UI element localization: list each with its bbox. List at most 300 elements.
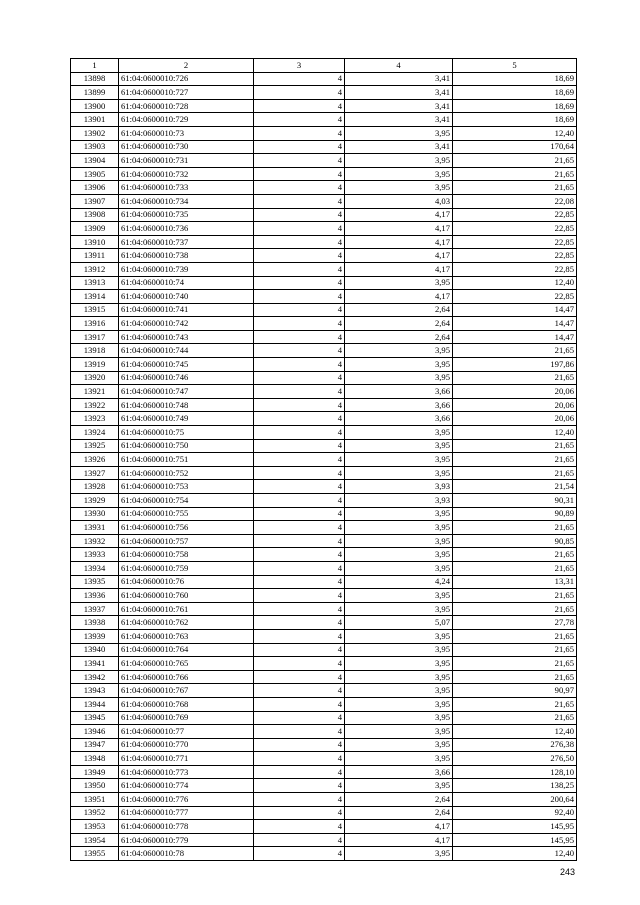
table-row [71, 480, 577, 494]
table-cell-col-3: 4 [254, 684, 345, 698]
table-cell-col-5: 145,95 [453, 820, 577, 834]
table-cell-col-4: 3,66 [345, 385, 453, 399]
table-cell-col-4: 2,64 [345, 303, 453, 317]
table-cell-col-1: 13901 [71, 113, 119, 127]
table-cell-col-3: 4 [254, 616, 345, 630]
table-cell-col-4: 3,95 [345, 344, 453, 358]
table-cell-col-4: 3,95 [345, 439, 453, 453]
table-row [71, 466, 577, 480]
table-cell-col-2: 61:04:0600010:728 [119, 99, 254, 113]
table-row [71, 561, 577, 575]
table-cell-col-2: 61:04:0600010:778 [119, 820, 254, 834]
table-cell-col-1: 13900 [71, 99, 119, 113]
table-cell-col-4: 3,95 [345, 358, 453, 372]
table-cell-col-4: 3,41 [345, 86, 453, 100]
table-cell-col-5: 21,65 [453, 629, 577, 643]
table-row [71, 276, 577, 290]
table-cell-col-5: 22,85 [453, 222, 577, 236]
table-cell-col-5: 21,65 [453, 167, 577, 181]
table-cell-col-1: 13927 [71, 466, 119, 480]
table-cell-col-2: 61:04:0600010:747 [119, 385, 254, 399]
table-cell-col-2: 61:04:0600010:757 [119, 534, 254, 548]
table-cell-col-1: 13954 [71, 833, 119, 847]
table-cell-col-2: 61:04:0600010:756 [119, 521, 254, 535]
table-cell-col-4: 4,17 [345, 249, 453, 263]
table-cell-col-4: 3,95 [345, 453, 453, 467]
table-cell-col-4: 3,95 [345, 154, 453, 168]
table-cell-col-5: 18,69 [453, 99, 577, 113]
table-cell-col-5: 197,86 [453, 358, 577, 372]
table-cell-col-1: 13909 [71, 222, 119, 236]
table-cell-col-4: 2,64 [345, 806, 453, 820]
table-cell-col-1: 13931 [71, 521, 119, 535]
table-cell-col-4: 3,41 [345, 140, 453, 154]
table-cell-col-4: 4,17 [345, 290, 453, 304]
table-row [71, 575, 577, 589]
table-cell-col-4: 3,41 [345, 99, 453, 113]
table-cell-col-1: 13908 [71, 208, 119, 222]
table-cell-col-2: 61:04:0600010:75 [119, 426, 254, 440]
table-cell-col-4: 3,95 [345, 126, 453, 140]
table-cell-col-5: 22,08 [453, 194, 577, 208]
table-cell-col-3: 4 [254, 358, 345, 372]
table-row [71, 99, 577, 113]
table-cell-col-5: 21,65 [453, 344, 577, 358]
table-cell-col-1: 13902 [71, 126, 119, 140]
table-cell-col-2: 61:04:0600010:762 [119, 616, 254, 630]
table-row [71, 765, 577, 779]
table-cell-col-1: 13933 [71, 548, 119, 562]
column-header-3: 3 [254, 59, 345, 73]
table-cell-col-1: 13950 [71, 779, 119, 793]
table-cell-col-5: 12,40 [453, 126, 577, 140]
table-row [71, 548, 577, 562]
table-cell-col-4: 3,95 [345, 167, 453, 181]
page-number: 243 [560, 867, 576, 877]
table-row [71, 439, 577, 453]
table-cell-col-4: 3,95 [345, 779, 453, 793]
table-cell-col-3: 4 [254, 290, 345, 304]
table-cell-col-2: 61:04:0600010:770 [119, 738, 254, 752]
table-cell-col-2: 61:04:0600010:74 [119, 276, 254, 290]
table-row [71, 194, 577, 208]
table-cell-col-3: 4 [254, 561, 345, 575]
column-header-5: 5 [453, 59, 577, 73]
table-row [71, 371, 577, 385]
table-cell-col-2: 61:04:0600010:753 [119, 480, 254, 494]
table-cell-col-1: 13919 [71, 358, 119, 372]
table-cell-col-1: 13939 [71, 629, 119, 643]
table-row [71, 833, 577, 847]
table-row [71, 793, 577, 807]
table-cell-col-2: 61:04:0600010:730 [119, 140, 254, 154]
table-cell-col-2: 61:04:0600010:750 [119, 439, 254, 453]
table-cell-col-2: 61:04:0600010:73 [119, 126, 254, 140]
table-cell-col-2: 61:04:0600010:729 [119, 113, 254, 127]
table-cell-col-5: 200,64 [453, 793, 577, 807]
table-cell-col-4: 3,95 [345, 276, 453, 290]
table-cell-col-1: 13949 [71, 765, 119, 779]
table-cell-col-5: 21,65 [453, 453, 577, 467]
table-cell-col-3: 4 [254, 793, 345, 807]
table-cell-col-1: 13942 [71, 670, 119, 684]
table-cell-col-5: 21,65 [453, 643, 577, 657]
table-cell-col-2: 61:04:0600010:739 [119, 262, 254, 276]
table-cell-col-5: 12,40 [453, 426, 577, 440]
table-row [71, 86, 577, 100]
table-cell-col-5: 18,69 [453, 86, 577, 100]
table-cell-col-5: 12,40 [453, 725, 577, 739]
table-cell-col-1: 13930 [71, 507, 119, 521]
table-cell-col-3: 4 [254, 670, 345, 684]
table-cell-col-4: 3,41 [345, 113, 453, 127]
table-cell-col-4: 3,66 [345, 398, 453, 412]
table-cell-col-3: 4 [254, 426, 345, 440]
table-cell-col-4: 2,64 [345, 317, 453, 331]
table-cell-col-4: 3,95 [345, 534, 453, 548]
table-row [71, 507, 577, 521]
table-cell-col-4: 4,17 [345, 235, 453, 249]
table-cell-col-5: 21,65 [453, 602, 577, 616]
table-cell-col-1: 13937 [71, 602, 119, 616]
table-row [71, 426, 577, 440]
table-cell-col-5: 22,85 [453, 290, 577, 304]
table-cell-col-3: 4 [254, 466, 345, 480]
data-table [70, 58, 577, 861]
table-row [71, 670, 577, 684]
table-cell-col-3: 4 [254, 344, 345, 358]
table-cell-col-3: 4 [254, 480, 345, 494]
table-cell-col-1: 13932 [71, 534, 119, 548]
table-row [71, 385, 577, 399]
table-row [71, 711, 577, 725]
table-cell-col-5: 12,40 [453, 276, 577, 290]
table-cell-col-2: 61:04:0600010:761 [119, 602, 254, 616]
table-cell-col-3: 4 [254, 276, 345, 290]
table-cell-col-2: 61:04:0600010:732 [119, 167, 254, 181]
table-cell-col-3: 4 [254, 385, 345, 399]
table-cell-col-2: 61:04:0600010:763 [119, 629, 254, 643]
table-cell-col-5: 14,47 [453, 317, 577, 331]
table-cell-col-1: 13936 [71, 589, 119, 603]
table-cell-col-2: 61:04:0600010:742 [119, 317, 254, 331]
table-row [71, 181, 577, 195]
table-cell-col-5: 90,31 [453, 494, 577, 508]
table-cell-col-3: 4 [254, 126, 345, 140]
table-cell-col-1: 13948 [71, 752, 119, 766]
table-cell-col-1: 13928 [71, 480, 119, 494]
table-cell-col-3: 4 [254, 249, 345, 263]
table-cell-col-3: 4 [254, 752, 345, 766]
table-cell-col-2: 61:04:0600010:78 [119, 847, 254, 861]
table-cell-col-4: 3,95 [345, 725, 453, 739]
table-cell-col-1: 13905 [71, 167, 119, 181]
table-row [71, 806, 577, 820]
table-cell-col-2: 61:04:0600010:764 [119, 643, 254, 657]
table-cell-col-5: 92,40 [453, 806, 577, 820]
table-cell-col-5: 21,65 [453, 589, 577, 603]
table-cell-col-5: 21,65 [453, 181, 577, 195]
table-cell-col-4: 4,17 [345, 820, 453, 834]
table-cell-col-5: 22,85 [453, 208, 577, 222]
table-row [71, 398, 577, 412]
table-cell-col-2: 61:04:0600010:731 [119, 154, 254, 168]
table-cell-col-1: 13912 [71, 262, 119, 276]
table-cell-col-4: 3,95 [345, 629, 453, 643]
table-cell-col-4: 3,95 [345, 561, 453, 575]
table-cell-col-1: 13935 [71, 575, 119, 589]
table-row [71, 779, 577, 793]
table-cell-col-4: 3,95 [345, 589, 453, 603]
table-cell-col-1: 13921 [71, 385, 119, 399]
table-cell-col-3: 4 [254, 602, 345, 616]
table-cell-col-5: 138,25 [453, 779, 577, 793]
table-cell-col-2: 61:04:0600010:755 [119, 507, 254, 521]
table-cell-col-1: 13944 [71, 697, 119, 711]
table-cell-col-3: 4 [254, 806, 345, 820]
table-cell-col-5: 22,85 [453, 262, 577, 276]
table-cell-col-4: 3,95 [345, 521, 453, 535]
table-row [71, 140, 577, 154]
table-row [71, 725, 577, 739]
table-row [71, 344, 577, 358]
table-cell-col-1: 13952 [71, 806, 119, 820]
table-cell-col-4: 4,24 [345, 575, 453, 589]
table-cell-col-2: 61:04:0600010:771 [119, 752, 254, 766]
table-row [71, 222, 577, 236]
table-cell-col-4: 4,17 [345, 222, 453, 236]
table-cell-col-3: 4 [254, 657, 345, 671]
table-cell-col-1: 13903 [71, 140, 119, 154]
table-cell-col-1: 13922 [71, 398, 119, 412]
table-cell-col-3: 4 [254, 194, 345, 208]
table-row [71, 262, 577, 276]
table-cell-col-3: 4 [254, 548, 345, 562]
table-row [71, 697, 577, 711]
table-cell-col-3: 4 [254, 534, 345, 548]
table-cell-col-4: 3,93 [345, 480, 453, 494]
table-cell-col-2: 61:04:0600010:727 [119, 86, 254, 100]
table-cell-col-3: 4 [254, 208, 345, 222]
table-cell-col-1: 13911 [71, 249, 119, 263]
table-cell-col-2: 61:04:0600010:760 [119, 589, 254, 603]
table-row [71, 113, 577, 127]
table-cell-col-3: 4 [254, 820, 345, 834]
table-cell-col-2: 61:04:0600010:740 [119, 290, 254, 304]
table-cell-col-1: 13943 [71, 684, 119, 698]
table-cell-col-3: 4 [254, 779, 345, 793]
table-cell-col-2: 61:04:0600010:744 [119, 344, 254, 358]
table-cell-col-2: 61:04:0600010:748 [119, 398, 254, 412]
table-cell-col-5: 22,85 [453, 235, 577, 249]
table-row [71, 330, 577, 344]
table-cell-col-3: 4 [254, 154, 345, 168]
table-cell-col-4: 2,64 [345, 330, 453, 344]
table-cell-col-5: 13,31 [453, 575, 577, 589]
table-cell-col-2: 61:04:0600010:759 [119, 561, 254, 575]
table-cell-col-4: 3,95 [345, 738, 453, 752]
table-cell-col-2: 61:04:0600010:773 [119, 765, 254, 779]
table-cell-col-4: 3,95 [345, 684, 453, 698]
table-cell-col-5: 18,69 [453, 113, 577, 127]
table-cell-col-1: 13924 [71, 426, 119, 440]
table-cell-col-2: 61:04:0600010:774 [119, 779, 254, 793]
table-cell-col-4: 3,95 [345, 426, 453, 440]
table-cell-col-2: 61:04:0600010:768 [119, 697, 254, 711]
table-cell-col-5: 21,65 [453, 521, 577, 535]
table-cell-col-5: 145,95 [453, 833, 577, 847]
column-header-4: 4 [345, 59, 453, 73]
table-cell-col-3: 4 [254, 494, 345, 508]
table-cell-col-4: 3,95 [345, 548, 453, 562]
table-row [71, 657, 577, 671]
table-row [71, 684, 577, 698]
table-cell-col-5: 20,06 [453, 412, 577, 426]
table-cell-col-1: 13899 [71, 86, 119, 100]
table-cell-col-2: 61:04:0600010:758 [119, 548, 254, 562]
table-cell-col-3: 4 [254, 317, 345, 331]
table-cell-col-1: 13898 [71, 72, 119, 86]
table-cell-col-2: 61:04:0600010:737 [119, 235, 254, 249]
table-cell-col-3: 4 [254, 235, 345, 249]
table-cell-col-3: 4 [254, 167, 345, 181]
table-cell-col-4: 3,95 [345, 181, 453, 195]
table-cell-col-3: 4 [254, 439, 345, 453]
column-header-1: 1 [71, 59, 119, 73]
table-cell-col-4: 3,95 [345, 371, 453, 385]
table-cell-col-5: 276,50 [453, 752, 577, 766]
table-cell-col-4: 3,66 [345, 765, 453, 779]
table-cell-col-4: 4,03 [345, 194, 453, 208]
table-cell-col-2: 61:04:0600010:735 [119, 208, 254, 222]
table-cell-col-3: 4 [254, 99, 345, 113]
table-cell-col-1: 13929 [71, 494, 119, 508]
table-cell-col-1: 13913 [71, 276, 119, 290]
table-cell-col-2: 61:04:0600010:769 [119, 711, 254, 725]
table-cell-col-1: 13941 [71, 657, 119, 671]
table-cell-col-1: 13910 [71, 235, 119, 249]
table-row [71, 126, 577, 140]
table-cell-col-2: 61:04:0600010:736 [119, 222, 254, 236]
table-cell-col-3: 4 [254, 643, 345, 657]
table-cell-col-2: 61:04:0600010:749 [119, 412, 254, 426]
table-cell-col-2: 61:04:0600010:738 [119, 249, 254, 263]
table-cell-col-5: 14,47 [453, 303, 577, 317]
table-cell-col-5: 21,54 [453, 480, 577, 494]
table-cell-col-2: 61:04:0600010:746 [119, 371, 254, 385]
table-cell-col-2: 61:04:0600010:779 [119, 833, 254, 847]
table-row [71, 847, 577, 861]
table-cell-col-5: 21,65 [453, 711, 577, 725]
table-cell-col-3: 4 [254, 725, 345, 739]
table-cell-col-5: 21,65 [453, 439, 577, 453]
table-cell-col-1: 13940 [71, 643, 119, 657]
table-cell-col-1: 13915 [71, 303, 119, 317]
table-cell-col-3: 4 [254, 398, 345, 412]
table-cell-col-5: 21,65 [453, 154, 577, 168]
table-row [71, 317, 577, 331]
table-cell-col-4: 3,66 [345, 412, 453, 426]
table-cell-col-5: 21,65 [453, 657, 577, 671]
table-cell-col-4: 4,17 [345, 208, 453, 222]
table-cell-col-2: 61:04:0600010:743 [119, 330, 254, 344]
table-cell-col-5: 21,65 [453, 548, 577, 562]
table-row [71, 72, 577, 86]
table-cell-col-4: 3,95 [345, 670, 453, 684]
table-cell-col-3: 4 [254, 738, 345, 752]
table-cell-col-5: 27,78 [453, 616, 577, 630]
table-cell-col-2: 61:04:0600010:745 [119, 358, 254, 372]
table-cell-col-1: 13923 [71, 412, 119, 426]
table-row [71, 412, 577, 426]
table-cell-col-4: 3,41 [345, 72, 453, 86]
table-cell-col-1: 13907 [71, 194, 119, 208]
table-cell-col-3: 4 [254, 113, 345, 127]
table-cell-col-1: 13918 [71, 344, 119, 358]
table-cell-col-2: 61:04:0600010:733 [119, 181, 254, 195]
table-cell-col-5: 21,65 [453, 466, 577, 480]
table-cell-col-3: 4 [254, 575, 345, 589]
table-row [71, 494, 577, 508]
table-cell-col-2: 61:04:0600010:767 [119, 684, 254, 698]
table-row [71, 290, 577, 304]
table-cell-col-4: 3,95 [345, 752, 453, 766]
table-cell-col-2: 61:04:0600010:77 [119, 725, 254, 739]
table-row [71, 358, 577, 372]
table-cell-col-2: 61:04:0600010:754 [119, 494, 254, 508]
table-cell-col-5: 20,06 [453, 385, 577, 399]
table-row [71, 154, 577, 168]
table-cell-col-1: 13955 [71, 847, 119, 861]
table-row [71, 303, 577, 317]
table-row [71, 208, 577, 222]
table-cell-col-2: 61:04:0600010:752 [119, 466, 254, 480]
table-cell-col-5: 21,65 [453, 697, 577, 711]
table-cell-col-3: 4 [254, 181, 345, 195]
table-cell-col-5: 128,10 [453, 765, 577, 779]
table-cell-col-4: 3,95 [345, 643, 453, 657]
table-cell-col-2: 61:04:0600010:766 [119, 670, 254, 684]
table-row [71, 643, 577, 657]
table-cell-col-5: 22,85 [453, 249, 577, 263]
table-cell-col-4: 3,95 [345, 657, 453, 671]
table-cell-col-3: 4 [254, 847, 345, 861]
table-cell-col-4: 2,64 [345, 793, 453, 807]
table-cell-col-3: 4 [254, 86, 345, 100]
table-cell-col-1: 13951 [71, 793, 119, 807]
table-cell-col-3: 4 [254, 629, 345, 643]
table-cell-col-2: 61:04:0600010:734 [119, 194, 254, 208]
table-cell-col-1: 13920 [71, 371, 119, 385]
table-cell-col-1: 13916 [71, 317, 119, 331]
table-cell-col-3: 4 [254, 711, 345, 725]
table-cell-col-3: 4 [254, 330, 345, 344]
table-row [71, 167, 577, 181]
table-cell-col-4: 4,17 [345, 262, 453, 276]
table-cell-col-4: 5,07 [345, 616, 453, 630]
table-cell-col-1: 13904 [71, 154, 119, 168]
table-cell-col-1: 13946 [71, 725, 119, 739]
column-header-2: 2 [119, 59, 254, 73]
table-cell-col-1: 13917 [71, 330, 119, 344]
table-cell-col-4: 4,17 [345, 833, 453, 847]
table-row [71, 738, 577, 752]
table-cell-col-4: 3,95 [345, 847, 453, 861]
table-cell-col-2: 61:04:0600010:751 [119, 453, 254, 467]
table-cell-col-3: 4 [254, 140, 345, 154]
table-row [71, 752, 577, 766]
table-body [71, 72, 577, 860]
